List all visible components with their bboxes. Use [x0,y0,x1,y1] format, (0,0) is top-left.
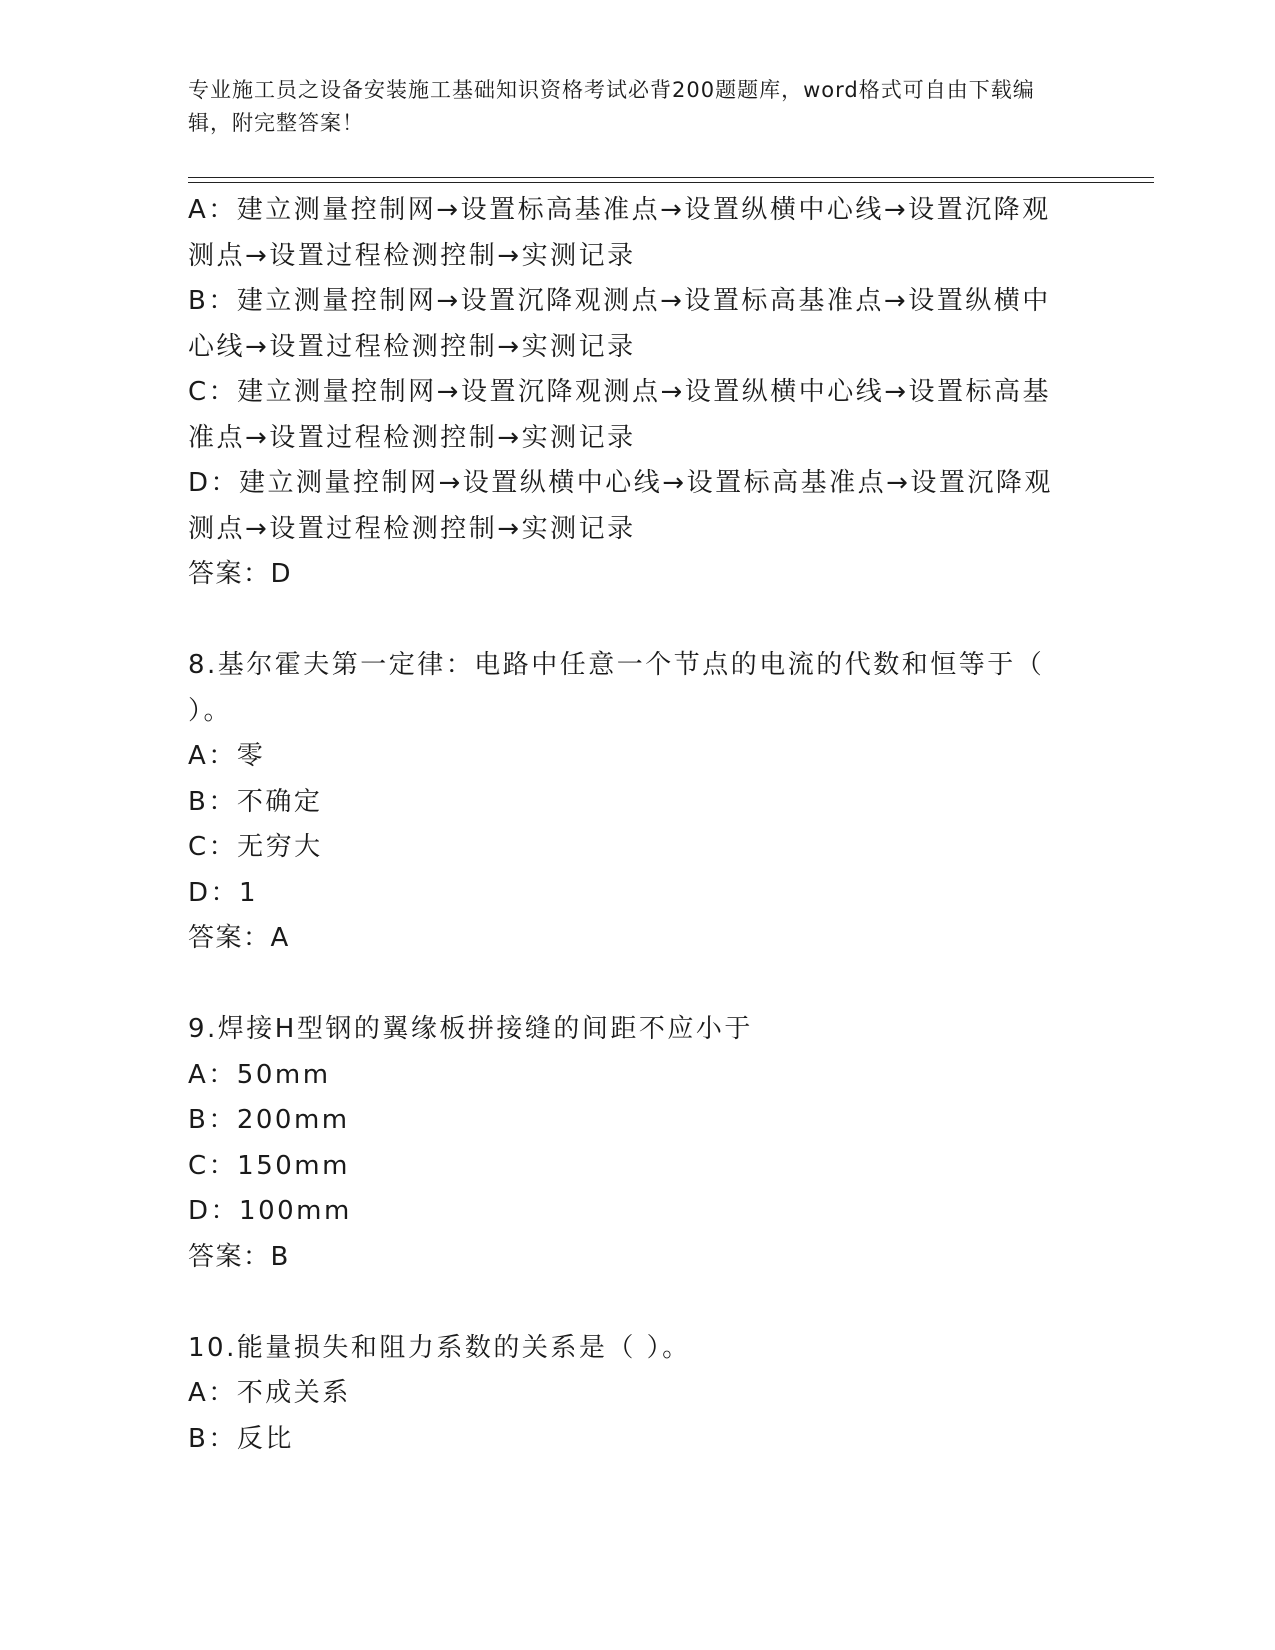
answer-line: 答案：B [188,1241,290,1272]
document-title: 专业施工员之设备安装施工基础知识资格考试必背200题题库，word格式可自由下载编辑，附完整答案！ [188,78,1035,135]
option-d: D：100mm [188,1196,352,1226]
option-line: A：建立测量控制网→设置标高基准点→设置纵横中心线→设置沉降观 [188,195,1051,225]
question-text: 10.能量损失和阻力系数的关系是（ ）。 [188,1332,691,1363]
question-7-block [188,188,1088,598]
option-a: A：不成关系 [188,1378,351,1408]
header-divider-top [188,177,1154,178]
option-a: A：50mm [188,1059,331,1090]
question-text: 9.焊接H型钢的翼缘板拼接缝的间距不应小于 [188,1014,753,1044]
header-divider-bottom [188,182,1154,183]
option-line: 测点→设置过程检测控制→实测记录 [188,240,636,271]
option-line: 心线→设置过程检测控制→实测记录 [188,331,636,362]
option-c: C：150mm [188,1150,350,1181]
question-text: ）。 [188,695,233,726]
question-content [188,188,1088,1462]
option-b: B：反比 [188,1423,294,1454]
spacer [188,962,1088,1008]
question-8-block [188,643,1088,962]
spacer [188,1280,1088,1326]
option-line: C：建立测量控制网→设置沉降观测点→设置纵横中心线→设置标高基 [188,377,1052,407]
question-10-block [188,1326,1088,1463]
option-d: D：1 [188,877,259,908]
question-9-block [188,1007,1088,1280]
spacer [188,598,1088,644]
question-text: 8.基尔霍夫第一定律：电路中任意一个节点的电流的代数和恒等于（ [188,650,1045,680]
option-a: A：零 [188,741,266,771]
option-line: D：建立测量控制网→设置纵横中心线→设置标高基准点→设置沉降观 [188,468,1053,498]
option-b: B：不确定 [188,786,323,817]
option-b: B：200mm [188,1105,350,1135]
answer-line: 答案：A [188,923,290,953]
answer-line: 答案：D [188,559,293,589]
option-line: 准点→设置过程检测控制→实测记录 [188,422,636,453]
option-c: C：无穷大 [188,832,323,862]
option-line: 测点→设置过程检测控制→实测记录 [188,513,636,544]
option-line: B：建立测量控制网→设置沉降观测点→设置标高基准点→设置纵横中 [188,286,1051,316]
